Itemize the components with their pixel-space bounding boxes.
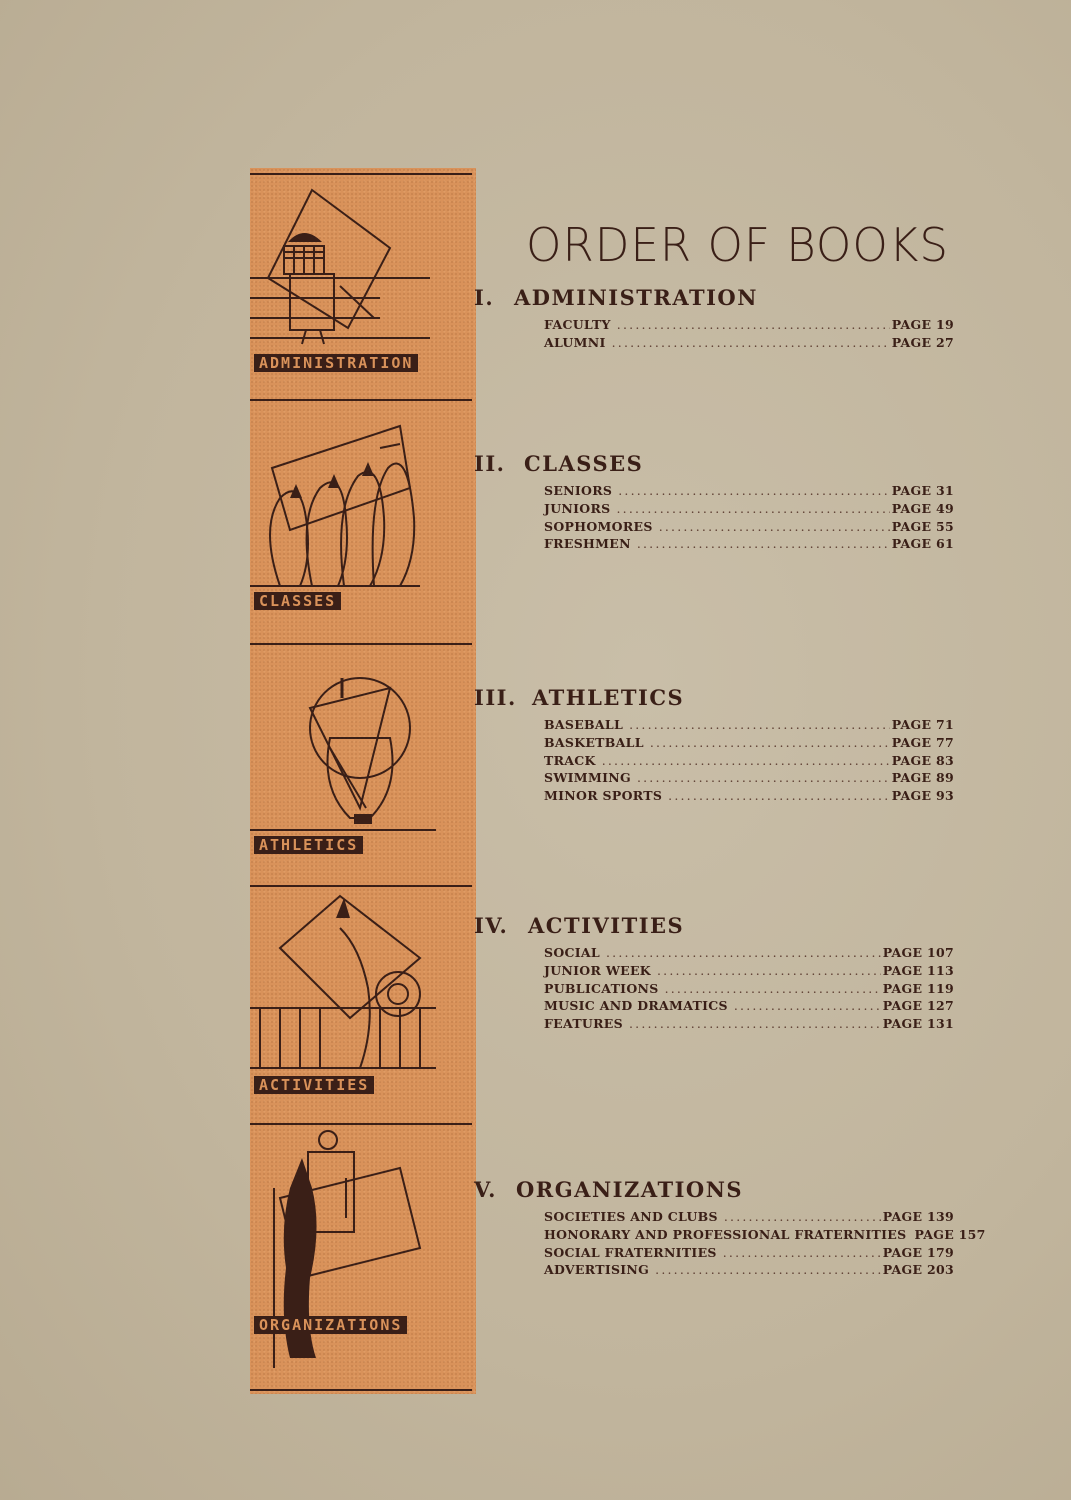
- toc-entry-baseball[interactable]: BASEBALL ..... PAGE 71: [544, 716, 954, 734]
- sidebar-label-classes: CLASSES: [254, 592, 341, 610]
- illustrated-sidebar: [250, 168, 476, 1394]
- toc-entry-track[interactable]: TRACK ..... PAGE 83: [544, 752, 954, 770]
- section-administration: [474, 284, 954, 352]
- section-numeral: IV.: [474, 913, 509, 938]
- section-title: CLASSES: [524, 451, 644, 476]
- sidebar-label-athletics: ATHLETICS: [254, 836, 363, 854]
- section-heading: [474, 1176, 954, 1204]
- section-numeral: I.: [474, 285, 495, 310]
- sidebar-panel-activities: [250, 888, 476, 1128]
- toc-entry-juniors[interactable]: JUNIORS ..... PAGE 49: [544, 500, 954, 518]
- section-organizations: [474, 1176, 986, 1279]
- toc-entry-features[interactable]: FEATURES ..... PAGE 131: [544, 1015, 954, 1033]
- entry-list: [474, 1208, 986, 1279]
- toc-entry-seniors[interactable]: SENIORS ..... PAGE 31: [544, 482, 954, 500]
- entry-list: [474, 316, 954, 352]
- section-activities: [474, 912, 954, 1033]
- toc-entry-societies-and-clubs[interactable]: SOCIETIES AND CLUBS ..... PAGE 139: [544, 1208, 954, 1226]
- section-classes: [474, 450, 954, 553]
- athlete-with-mortarboard-icon: [250, 168, 476, 408]
- sidebar-label-activities: ACTIVITIES: [254, 1076, 374, 1094]
- toc-entry-social[interactable]: SOCIAL ..... PAGE 107: [544, 944, 954, 962]
- sidebar-panel-athletics: [250, 648, 476, 888]
- section-heading: [474, 450, 954, 478]
- gentleman-with-lantern-icon: [250, 1128, 476, 1394]
- section-title: ORGANIZATIONS: [516, 1177, 744, 1202]
- section-numeral: II.: [474, 451, 506, 476]
- entry-list: [474, 482, 954, 553]
- entry-list: [474, 716, 954, 805]
- toc-entry-basketball[interactable]: BASKETBALL ..... PAGE 77: [544, 734, 954, 752]
- toc-entry-advertising[interactable]: ADVERTISING ..... PAGE 203: [544, 1261, 954, 1279]
- section-numeral: V.: [474, 1177, 497, 1202]
- sidebar-label-administration: ADMINISTRATION: [254, 354, 418, 372]
- toc-entry-minor-sports[interactable]: MINOR SPORTS ..... PAGE 93: [544, 787, 954, 805]
- section-title: ADMINISTRATION: [514, 285, 758, 310]
- figures-group-icon: [250, 408, 476, 648]
- toc-entry-freshmen[interactable]: FRESHMEN ..... PAGE 61: [544, 535, 954, 553]
- section-athletics: [474, 684, 954, 805]
- toc-entry-honorary-and-professional-fraternities[interactable]: HONORARY AND PROFESSIONAL FRATERNITIES PAGE 157: [544, 1226, 986, 1242]
- section-title: ACTIVITIES: [528, 913, 685, 938]
- toc-entry-junior-week[interactable]: JUNIOR WEEK ..... PAGE 113: [544, 962, 954, 980]
- toc-entry-faculty[interactable]: FACULTY ..... PAGE 19: [544, 316, 954, 334]
- sidebar-panel-organizations: [250, 1128, 476, 1394]
- toc-entry-alumni[interactable]: ALUMNI ..... PAGE 27: [544, 334, 954, 352]
- sidebar-panel-classes: [250, 408, 476, 648]
- section-title: ATHLETICS: [532, 685, 685, 710]
- page-title: ORDER OF BOOKS: [526, 218, 949, 272]
- toc-entry-music-and-dramatics[interactable]: MUSIC AND DRAMATICS ..... PAGE 127: [544, 997, 954, 1015]
- sidebar-label-organizations: ORGANIZATIONS: [254, 1316, 407, 1334]
- section-heading: [474, 912, 954, 940]
- toc-entry-swimming[interactable]: SWIMMING ..... PAGE 89: [544, 769, 954, 787]
- entry-list: [474, 944, 954, 1033]
- section-heading: [474, 284, 954, 312]
- toc-entry-publications[interactable]: PUBLICATIONS ..... PAGE 119: [544, 980, 954, 998]
- toc-entry-social-fraternities[interactable]: SOCIAL FRATERNITIES ..... PAGE 179: [544, 1244, 954, 1262]
- section-heading: [474, 684, 954, 712]
- toc-entry-sophomores[interactable]: SOPHOMORES ..... PAGE 55: [544, 518, 954, 536]
- sidebar-panel-administration: [250, 168, 476, 408]
- section-numeral: III.: [474, 685, 517, 710]
